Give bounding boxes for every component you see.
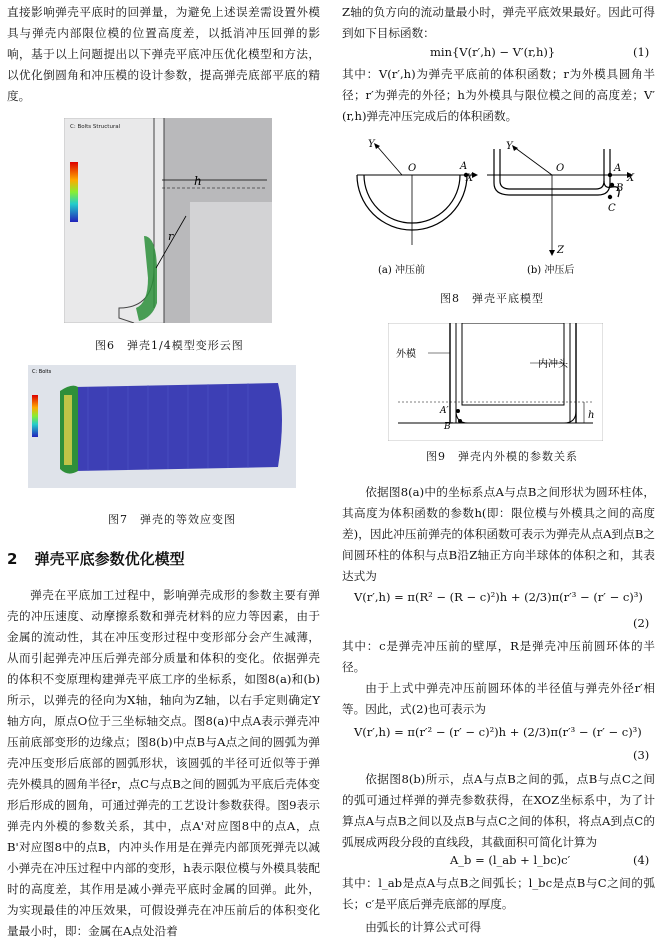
where-1: 其中：V(r′,h)为弹壳平底前的体积函数；r为外模具圆角半径；r′为弹壳的外径；h为外模具与限位模之间的高度差；V′(r,h)弹壳冲压完成后的体积函数。 bbox=[342, 67, 655, 123]
equation-3-number: (3) bbox=[633, 748, 650, 762]
fig9-A-label: A′ bbox=[440, 406, 449, 416]
equation-4-number: (4) bbox=[633, 853, 650, 867]
fig8-sub-a: (a) 冲压前 bbox=[378, 265, 425, 276]
fig6-h-label: h bbox=[194, 174, 202, 188]
figure-8 bbox=[342, 135, 655, 280]
left-intro bbox=[7, 2, 320, 107]
right-where2 bbox=[342, 636, 655, 678]
fig6-r-label: r bbox=[168, 230, 174, 243]
fig7-legend-title: C: Bolts bbox=[32, 369, 52, 375]
section-number: 2 bbox=[7, 550, 18, 568]
left-body bbox=[7, 585, 320, 942]
figure-7 bbox=[28, 365, 296, 488]
fig8b-O: O bbox=[556, 163, 565, 174]
fig8-sub-b: (b) 冲压后 bbox=[527, 265, 575, 276]
fig7-caption: 图7 弹壳的等效应变图 bbox=[108, 513, 236, 526]
fig8b-C: C bbox=[608, 203, 616, 214]
where-4: 其中：l_ab是点A与点B之间弧长；l_bc是点B与C之间的弧长；c′是平底后弹壳底部的厚度。 bbox=[342, 876, 655, 911]
equation-2-number: (2) bbox=[633, 616, 650, 630]
section-title: 弹壳平底参数优化模型 bbox=[34, 550, 185, 568]
fig8b-Y: Y bbox=[506, 141, 513, 152]
fig9-outer-label: 外模 bbox=[396, 349, 416, 360]
fig8b-B: B bbox=[616, 183, 624, 194]
paragraph-4: 依据图8(b)所示，点A与点B之间的弧，点B与点C之间的弧可通过样弹的弹壳参数获得，在XOZ坐标系中，为了计算点A与点B之间以及点B与点C之间的体积，将点A到点C的弧展成两段分段的直线段，其截面积可简化计算为 bbox=[342, 772, 655, 849]
paragraph-3: 由于上式中弹壳冲压前圆环体的半径值与弹壳外径r′相等。因此，式(2)也可表示为 bbox=[342, 681, 655, 716]
equation-2: V(r′,h) = π(R² − (R − c)²)h + (2/3)π(r′³ − (r′ − c)³) bbox=[354, 590, 643, 604]
right-where1 bbox=[342, 64, 655, 127]
equation-1-number: (1) bbox=[633, 45, 650, 59]
fig8b-A: A bbox=[614, 163, 622, 174]
right-where4 bbox=[342, 873, 655, 915]
fig8a-Y: Y bbox=[368, 139, 375, 150]
body-paragraph: 弹壳在平底加工过程中，影响弹壳成形的参数主要有弹壳的冲压速度、动摩擦系数和弹壳材料的应力等因素，由于金属的流动性，其在冲压变形过程中变形部分会产生减薄，从而引起弹壳冲压后弹壳部分质量和体积的变化。依据弹壳的体积不变原理构建弹壳平底工序的坐标系，如图8(a)和(b)所示，以弹壳的径向为X轴，轴向为Z轴，以右手定则确定Y轴方向，原点O位于三坐标轴交点。图8(a)中点A表示弹壳冲压前底部变形的边缘点；图8(b)中点B与A点之间的圆弧为弹壳冲压变形后底部的圆弧形状，该圆弧的半径可近似等于弹壳外模具的圆角半径r，点C与点B之间的圆弧为平底后壳体变形后形成的圆角，可通过弹壳的工艺设计参数获得。图9表示弹壳内外模的参数关系，其中，点A'对应图8中的点A，点B'对应图8中的点B，内冲头作用是在弹壳内部顶死弹壳以减小弹壳在冲压过程中内部的变形，h表示限位模与外模具装配时的高度差，其作用是减小弹壳平底时金属的回弹。此外，为实现最佳的冲压效果，可假设弹壳在冲压前后的体积变化量最小时，即：金属在A点处沿着 bbox=[7, 588, 320, 938]
fig8a-O: O bbox=[408, 163, 417, 174]
where-2: 其中：c是弹壳冲压前的壁厚，R是弹壳冲压前圆环体的半径。 bbox=[342, 639, 655, 674]
intro-paragraph: 直接影响弹壳平底时的回弹量，为避免上述误差需设置外模具与弹壳内部限位模的位置高度差，以抵消冲压回弹的影响，基于以上问题提出以下弹壳平底冲压优化模型和方法，以优化倒圆角和冲压模的设计参数，提高弹壳底部平底的精度。 bbox=[7, 5, 320, 103]
equation-4: A_b = (l_ab + l_bc)c′ bbox=[450, 853, 571, 867]
fig8a-A: A bbox=[460, 161, 468, 172]
fig8b-Z: Z bbox=[557, 245, 564, 256]
right-para4 bbox=[342, 769, 655, 853]
equation-3: V(r′,h) = π(r′² − (r′ − c)²)h + (2/3)π(r′³ − (r′ − c)³) bbox=[354, 725, 642, 739]
equation-1: min{V(r′,h) − V′(r,h)} bbox=[430, 45, 556, 59]
fig9-B-label: B′ bbox=[444, 422, 453, 432]
figure-6 bbox=[64, 118, 272, 323]
paragraph-2: 依据图8(a)中的坐标系点A与点B之间形状为圆环柱体，其高度为体积函数的参数h(即：限位模与外模具之间的高度差)，因此冲压前弹壳的体积函数可表示为弹壳从点A到点B之间圆环柱的体积与点B沿Z轴正方向半球体的体积之和，其表达式为 bbox=[342, 485, 655, 583]
last-line: 由弧长的计算公式可得 bbox=[365, 920, 482, 934]
right-last bbox=[342, 917, 655, 938]
fig6-legend-title: C: Bolts Structural bbox=[70, 124, 121, 130]
fig8a-X: X bbox=[466, 173, 474, 184]
right-para2 bbox=[342, 482, 655, 587]
right-top-text bbox=[342, 2, 655, 44]
fig6-caption: 图6 弹壳1/4模型变形云图 bbox=[95, 339, 244, 352]
fig9-h-label: h bbox=[588, 410, 595, 421]
fig8b-X: X bbox=[627, 173, 635, 184]
objective-intro: Z轴的负方向的流动量最小时，弹壳平底效果最好。因此可得到如下目标函数： bbox=[342, 5, 655, 40]
right-para3 bbox=[342, 678, 655, 720]
fig9-caption: 图9 弹壳内外模的参数关系 bbox=[426, 450, 578, 463]
fig7-color-legend bbox=[32, 395, 38, 437]
fig8-caption: 图8 弹壳平底模型 bbox=[440, 292, 544, 305]
fig9-inner-label: 内冲头 bbox=[538, 359, 568, 370]
fig7-shell-mesh bbox=[74, 383, 282, 471]
figure-9 bbox=[388, 323, 603, 441]
section-heading bbox=[7, 548, 185, 569]
fig6-color-legend bbox=[70, 162, 78, 222]
